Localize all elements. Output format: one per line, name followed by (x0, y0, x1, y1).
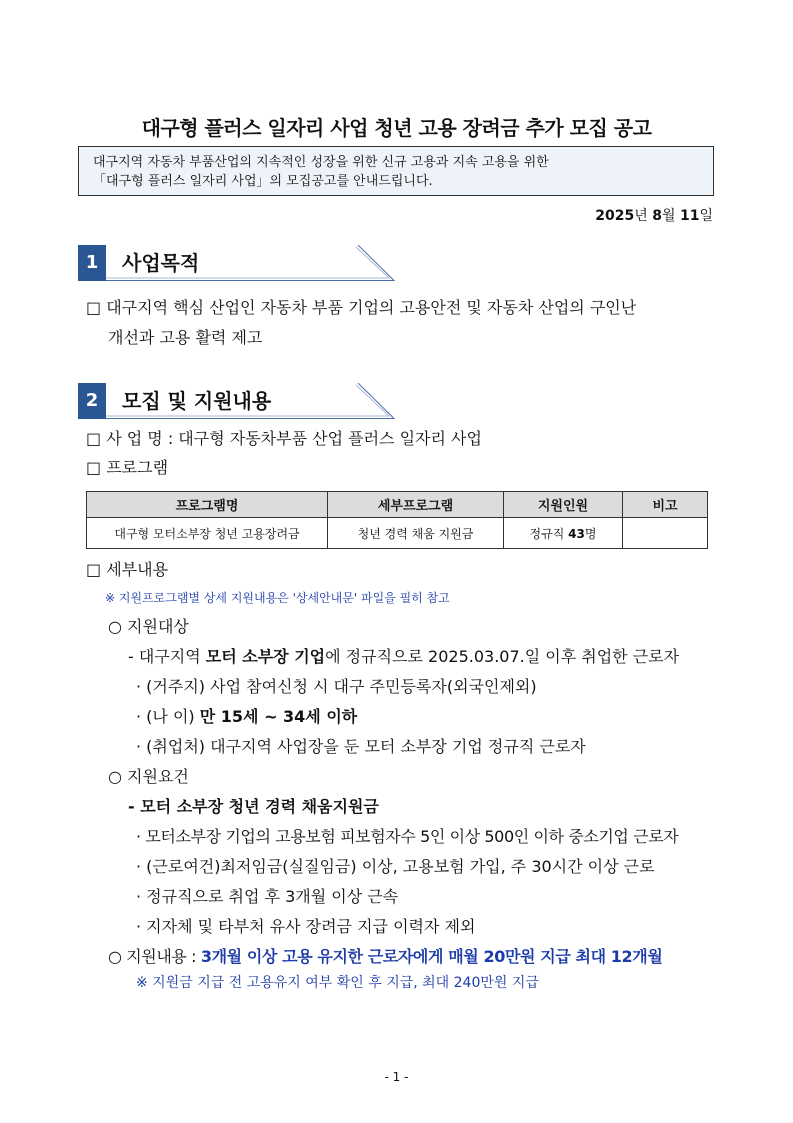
target-bullet-1: · (거주지) 사업 참여신청 시 대구 주민등록자(외국인제외) (136, 677, 537, 696)
requirement-heading: ○ 지원요건 (108, 767, 189, 786)
page-title: 대구형 플러스 일자리 사업 청년 고용 장려금 추가 모집 공고 (141, 116, 652, 140)
section-number: 1 (78, 245, 106, 281)
target-main-post: 에 정규직으로 2025.03.07.일 이후 취업한 근로자 (325, 647, 680, 666)
target-bullet-2-bold: 만 15세 ~ 34세 이하 (199, 707, 358, 726)
requirement-bullet-2: · (근로여건)최저임금(실질임금) 이상, 고용보험 가입, 주 30시간 이상 근로 (136, 857, 655, 876)
target-main (128, 642, 679, 672)
date-year-unit: 년 (634, 208, 648, 224)
section-label: 모집 및 지원내용 (122, 389, 272, 413)
table-header-cell: 프로그램명 (87, 492, 328, 518)
date-month-unit: 월 (662, 208, 676, 224)
target-bullet-2 (136, 702, 357, 732)
announcement-date (595, 205, 713, 225)
detail-note: ※ 지원프로그램별 상세 지원내용은 '상세안내문' 파일을 필히 참고 (105, 591, 450, 605)
date-month: 8 (652, 208, 662, 224)
program-table (86, 491, 708, 549)
headcount-prefix: 정규직 (529, 526, 569, 541)
intro-box (78, 146, 714, 196)
section-2-header (78, 383, 398, 419)
table-row (87, 518, 708, 549)
headcount-cell (504, 518, 623, 549)
support-content-value: 3개월 이상 고용 유지한 근로자에게 매월 20만원 지급 최대 12개월 (200, 947, 663, 966)
section-1-header (78, 245, 398, 281)
business-name: □ 사 업 명 : 대구형 자동차부품 산업 플러스 일자리 사업 (86, 429, 482, 448)
support-content (108, 942, 662, 972)
purpose-line-1: □ 대구지역 핵심 산업인 자동차 부품 기업의 고용안전 및 자동차 산업의 구인난 (86, 298, 637, 317)
program-heading: □ 프로그램 (86, 458, 169, 477)
intro-line-1: 대구지역 자동차 부품산업의 지속적인 성장을 위한 신규 고용과 지속 고용을 위한 (93, 155, 549, 170)
requirement-bullet-3: · 정규직으로 취업 후 3개월 이상 근속 (136, 887, 399, 906)
target-bullet-3: · (취업처) 대구지역 사업장을 둔 모터 소부장 기업 정규직 근로자 (136, 737, 586, 756)
table-header-cell: 지원인원 (504, 492, 623, 518)
target-bullet-2-pre: · (나 이) (136, 707, 200, 726)
intro-line-2: 「대구형 플러스 일자리 사업」의 모집공고를 안내드립니다. (93, 174, 433, 189)
support-content-note: ※ 지원금 지급 전 고용유지 여부 확인 후 지급, 최대 240만원 지급 (136, 975, 539, 991)
headcount-unit: 명 (584, 526, 597, 541)
section-number: 2 (78, 383, 106, 419)
table-header-row (87, 492, 708, 518)
table-header-cell: 세부프로그램 (328, 492, 504, 518)
sub-program-cell: 청년 경력 채움 지원금 (328, 518, 504, 549)
date-day-unit: 일 (699, 208, 713, 224)
requirement-main: - 모터 소부장 청년 경력 채움지원금 (128, 797, 379, 816)
detail-heading: □ 세부내용 (86, 560, 169, 579)
table-header-cell: 비고 (623, 492, 708, 518)
program-name-cell: 대구형 모터소부장 청년 고용장려금 (87, 518, 328, 549)
target-heading: ○ 지원대상 (108, 617, 189, 636)
support-content-heading: ○ 지원내용 : (108, 947, 201, 966)
purpose-line-2: 개선과 고용 활력 제고 (108, 328, 263, 347)
page-number: - 1 - (384, 1070, 409, 1084)
target-main-pre: - 대구지역 (128, 647, 206, 666)
requirement-bullet-1: · 모터소부장 기업의 고용보험 피보험자수 5인 이상 500인 이하 중소기업 근로자 (136, 827, 679, 846)
headcount-number: 43 (568, 526, 585, 541)
remarks-cell (623, 518, 708, 549)
date-day: 11 (679, 208, 700, 224)
date-year: 2025 (595, 208, 635, 224)
section-label: 사업목적 (122, 251, 200, 275)
requirement-bullet-4: · 지자체 및 타부처 유사 장려금 지급 이력자 제외 (136, 917, 476, 936)
target-main-bold: 모터 소부장 기업 (205, 647, 326, 666)
